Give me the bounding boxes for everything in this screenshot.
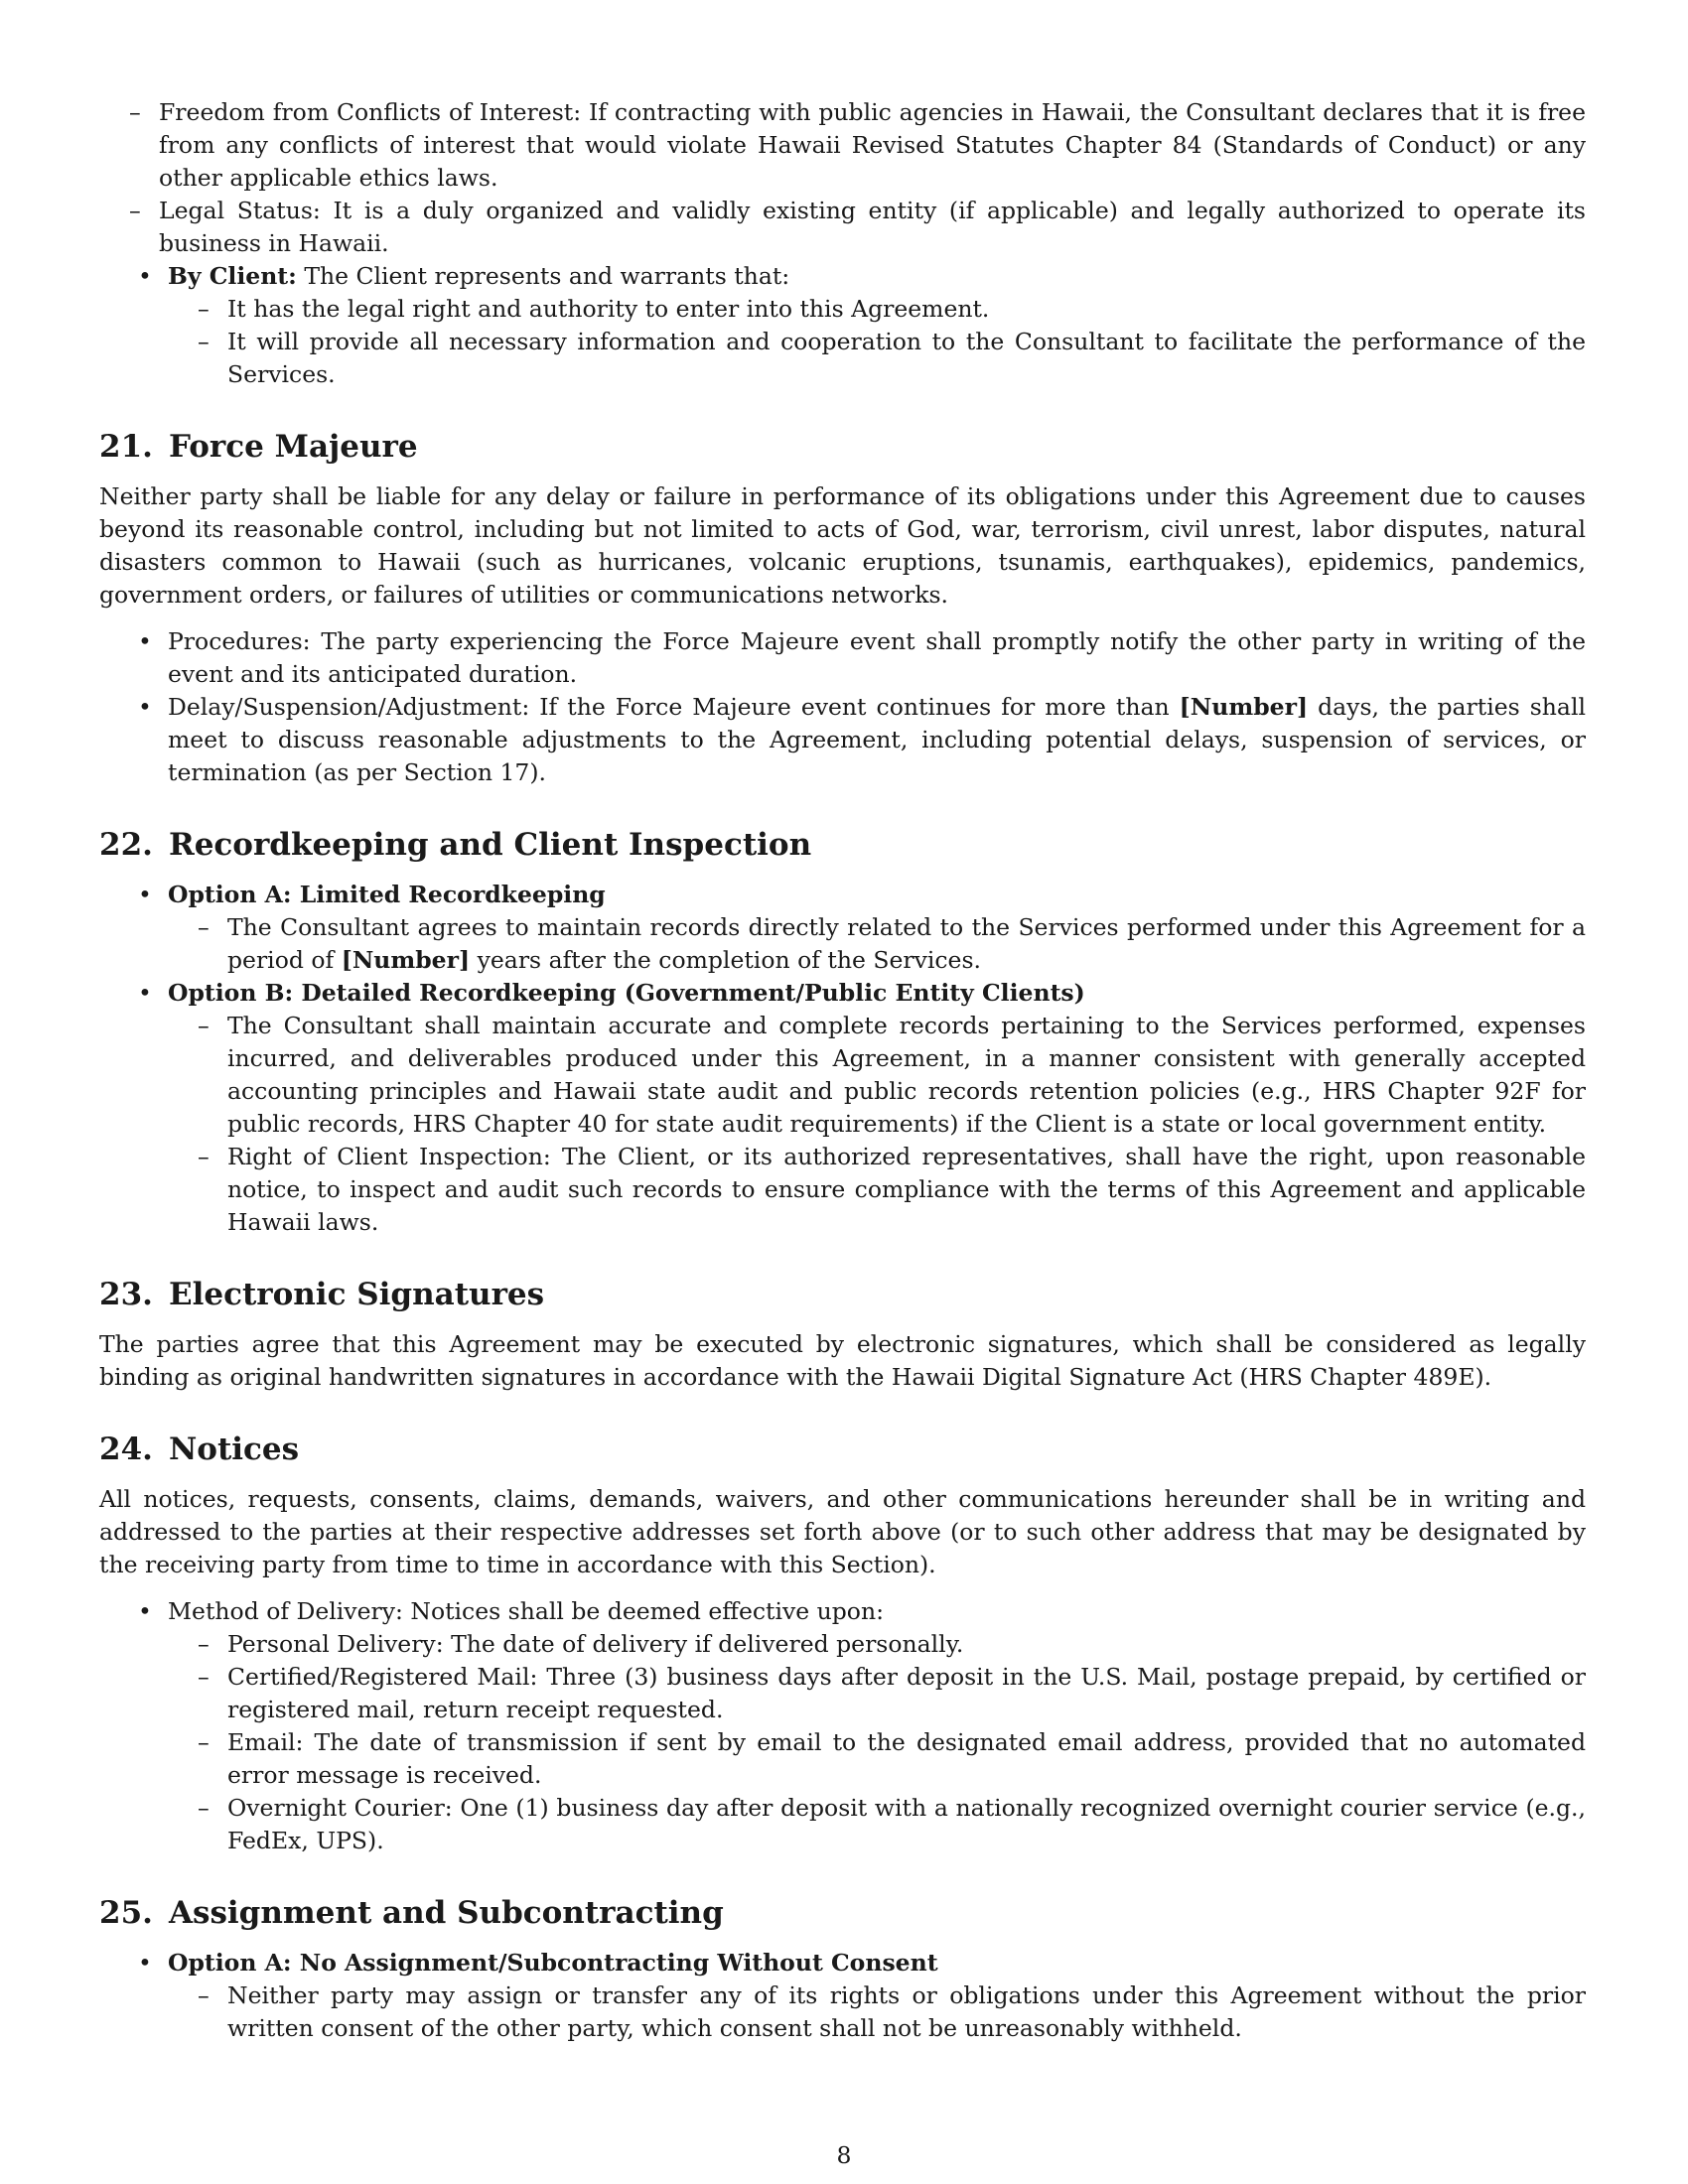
list-item bbox=[168, 691, 1586, 789]
text-segment: years after the completion of the Services. bbox=[477, 946, 981, 974]
section-number: 24. bbox=[99, 1432, 153, 1467]
list-item bbox=[168, 977, 1586, 1239]
list-item: – Right of Client Inspection: The Client, or its authorized representatives, shall have the right, upon reasonable notice, to inspect and audit such records to ensure compliance with the terms of this Agreement and applicable Hawaii laws. bbox=[227, 1141, 1586, 1239]
list-item bbox=[168, 260, 1586, 391]
consultant-warranty-list bbox=[99, 96, 1586, 260]
list-item: – It has the legal right and authority to enter into this Agreement. bbox=[227, 293, 1586, 326]
sub-list bbox=[168, 911, 1586, 977]
section-number: 23. bbox=[99, 1277, 153, 1312]
list-item: – It will provide all necessary information and cooperation to the Consultant to facilitate the performance of the Services. bbox=[227, 326, 1586, 391]
sub-list bbox=[168, 1628, 1586, 1857]
section-heading bbox=[99, 1893, 1586, 1933]
method-intro: Method of Delivery: Notices shall be deemed effective upon: bbox=[168, 1597, 885, 1625]
document-page bbox=[99, 96, 1586, 2055]
placeholder-number: [Number] bbox=[1179, 693, 1309, 721]
by-client-label: By Client: bbox=[168, 262, 297, 290]
list-item: – Freedom from Conflicts of Interest: If contracting with public agencies in Hawaii, the Consultant declares that it is free from any conflicts of interest that would violate Hawaii Revised Statutes Chapter 84 (Standards of Conduct) or any other applicable ethics laws. bbox=[159, 96, 1586, 195]
section-heading bbox=[99, 1430, 1586, 1469]
list-item: – Legal Status: It is a duly organized and validly existing entity (if applicable) and legally authorized to operate its business in Hawaii. bbox=[159, 195, 1586, 260]
section-title: Recordkeeping and Client Inspection bbox=[168, 827, 812, 863]
section-heading bbox=[99, 825, 1586, 865]
section-heading bbox=[99, 1275, 1586, 1314]
section-number: 21. bbox=[99, 429, 153, 465]
list-item bbox=[168, 1947, 1586, 2045]
list-item: • Procedures: The party experiencing the Force Majeure event shall promptly notify the other party in writing of the event and its anticipated duration. bbox=[168, 625, 1586, 691]
sub-list bbox=[168, 293, 1586, 391]
sub-list bbox=[168, 1979, 1586, 2045]
option-label: Option A: No Assignment/Subcontracting Without Consent bbox=[168, 1949, 938, 1977]
paragraph: All notices, requests, consents, claims, demands, waivers, and other communications hereunder shall be in writing and addressed to the parties at their respective addresses set forth above (or to such other address that may be designated by the receiving party from time to time in accordance with this Section). bbox=[99, 1485, 1586, 1578]
bullet-list bbox=[99, 625, 1586, 789]
list-item: – The Consultant shall maintain accurate and complete records pertaining to the Services performed, expenses incurred, and deliverables produced under this Agreement, in a manner consistent with generally accepted accounting principles and Hawaii state audit and public records retention policies (e.g., HRS Chapter 92F for public records, HRS Chapter 40 for state audit requirements) if the Client is a state or local government entity. bbox=[227, 1010, 1586, 1141]
by-client-text: The Client represents and warrants that: bbox=[304, 262, 790, 290]
text-segment: Delay/Suspension/Adjustment: If the Force Majeure event continues for more than bbox=[168, 693, 1170, 721]
text-segment: The Consultant agrees to maintain records directly related to the Services performed under this Agreement for a period of bbox=[227, 913, 1586, 974]
list-item: – Overnight Courier: One (1) business day after deposit with a nationally recognized overnight courier service (e.g., FedEx, UPS). bbox=[227, 1792, 1586, 1857]
text-segment: days, the parties shall meet to discuss reasonable adjustments to the Agreement, including potential delays, suspension of services, or termination (as per Section 17). bbox=[168, 693, 1586, 786]
section-title: Assignment and Subcontracting bbox=[168, 1895, 724, 1931]
bullet-list bbox=[99, 1947, 1586, 2045]
list-item bbox=[227, 911, 1586, 977]
list-item: – Email: The date of transmission if sent by email to the designated email address, provided that no automated error message is received. bbox=[227, 1726, 1586, 1792]
bullet-list bbox=[99, 1595, 1586, 1857]
option-label: Option A: Limited Recordkeeping bbox=[168, 881, 606, 908]
client-warranty-list bbox=[99, 260, 1586, 391]
bullet-list bbox=[99, 879, 1586, 1239]
list-item: – Personal Delivery: The date of delivery if delivered personally. bbox=[227, 1628, 1586, 1661]
paragraph: The parties agree that this Agreement may be executed by electronic signatures, which shall be considered as legally binding as original handwritten signatures in accordance with the Hawaii Digital Signature Act (HRS Chapter 489E). bbox=[99, 1330, 1586, 1391]
section-number: 22. bbox=[99, 827, 153, 863]
paragraph: Neither party shall be liable for any delay or failure in performance of its obligations under this Agreement due to causes beyond its reasonable control, including but not limited to acts of God, war, terrorism, civil unrest, labor disputes, natural disasters common to Hawaii (such as hurricanes, volcanic eruptions, tsunamis, earthquakes), epidemics, pandemics, government orders, or failures of utilities or communications networks. bbox=[99, 482, 1586, 609]
list-item bbox=[168, 879, 1586, 977]
section-heading bbox=[99, 427, 1586, 467]
section-title: Notices bbox=[168, 1432, 300, 1467]
section-title: Force Majeure bbox=[168, 429, 418, 465]
list-item: – Neither party may assign or transfer any of its rights or obligations under this Agreement without the prior written consent of the other party, which consent shall not be unreasonably withheld. bbox=[227, 1979, 1586, 2045]
section-title: Electronic Signatures bbox=[168, 1277, 545, 1312]
option-label: Option B: Detailed Recordkeeping (Government/Public Entity Clients) bbox=[168, 979, 1085, 1007]
sub-list bbox=[168, 1010, 1586, 1239]
list-item: – Certified/Registered Mail: Three (3) business days after deposit in the U.S. Mail, postage prepaid, by certified or registered mail, return receipt requested. bbox=[227, 1661, 1586, 1726]
page-number: 8 bbox=[836, 2141, 852, 2169]
list-item bbox=[168, 1595, 1586, 1857]
placeholder-number: [Number] bbox=[341, 946, 471, 974]
section-number: 25. bbox=[99, 1895, 153, 1931]
